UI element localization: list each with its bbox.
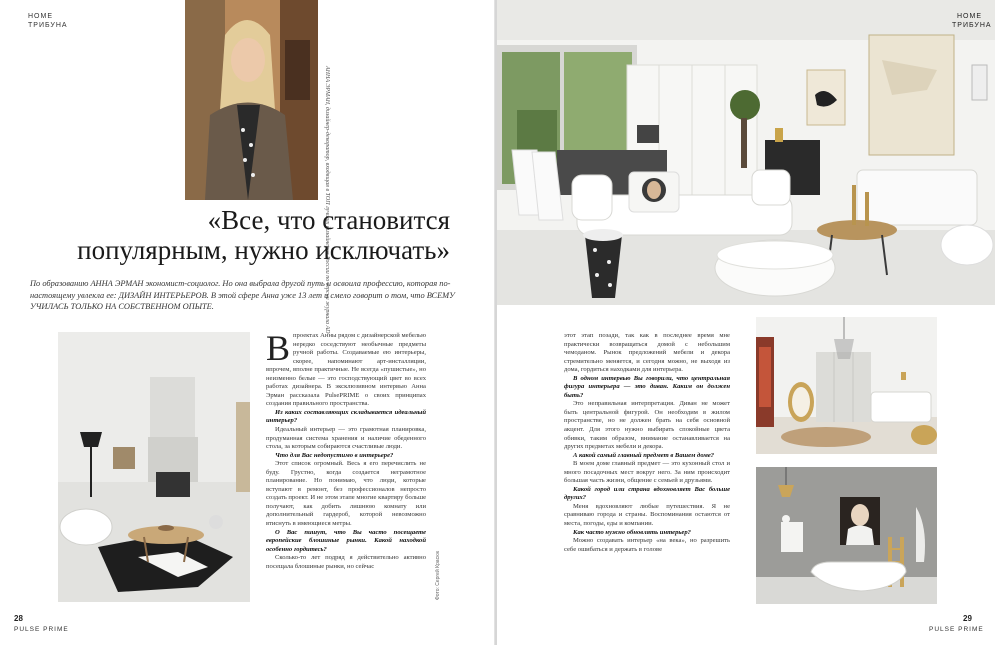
section-line1: HOME xyxy=(957,13,982,20)
paragraph: Можно создавать интерьер «на века», но разрешить себе ошибаться и держать в голове xyxy=(564,537,730,553)
question: Какой город или страна вдохновляет Вас больше других? xyxy=(564,485,730,502)
section-line2: ТРИБУНА xyxy=(952,22,992,29)
headline-line2: популярным, нужно исключать» xyxy=(77,235,450,265)
headline-line1: «Все, что становится xyxy=(207,205,450,235)
paragraph: В моем доме главный предмет — это кухонный стол и много посадочных мест вокруг него. За ним происходит большая часть жизни, общение с семьей и друзьями. xyxy=(564,460,730,485)
section-line1: HOME xyxy=(28,13,53,20)
left-page xyxy=(0,0,495,645)
question: А какой самый главный предмет в Вашем доме? xyxy=(573,451,715,459)
page-number: 29 xyxy=(963,614,972,623)
question: Что для Вас недопустимо в интерьере? xyxy=(275,451,394,459)
section-line2: ТРИБУНА xyxy=(28,22,68,29)
article-column-left xyxy=(266,328,426,571)
page-number: 28 xyxy=(14,614,23,623)
lead-paragraph: По образованию АННА ЭРМАН экономист-социолог. Но она выбрала другой путь и освоила профессию, которая по-настоящему увлекла ее: ДИЗАЙН ИНТЕРЬЕРОВ. В этой сфере Анна уже 13 лет и смело говорит о том, что ВСЕМУ УЧИЛАСЬ ТОЛЬКО НА СОБСТВЕННОМ ОПЫТЕ. xyxy=(30,279,455,311)
paragraph: этот этап позади, так как в последнее время мне практически возвращаться домой с небольшим чемоданом. Рынок предложений мебели и декора стремительно меняется, и сегодня можно, не выходя из дома, гордиться находками для интерьера. xyxy=(564,332,730,374)
magazine-name: PULSE PRIME xyxy=(14,626,69,633)
paragraph: Это неправильная интерпретация. Диван не может быть центральной фигурой. Он необходим в жилом пространстве, но не должен брать на себя основной акцент. Для этого нужно выбирать спокойные цвета обивки, таким образом, внимание останавливается на других предметах мебели и декора. xyxy=(564,400,730,451)
portrait-photo xyxy=(185,0,318,200)
bathroom-photo xyxy=(756,467,937,604)
living-room-photo xyxy=(58,332,250,602)
right-page xyxy=(497,0,995,645)
paragraph: проектах Анны рядом с дизайнерской мебелью нередко соседствуют необычные предметы ручной работы. Создаваемые ею интерьеры, скорее, напоминают арт-инсталляции, впрочем, вполне практичные. Не всегда «пушистые», но неизменно белые — это господствующий цвет во всех работах дизайнера. В эксклюзивном интервью Анна Эрман рассказала PulsePRIME о своих принципах создания правильного пространства. xyxy=(266,332,426,408)
magazine-name: PULSE PRIME xyxy=(929,626,984,633)
paragraph: Идеальный интерьер — это грамотная планировка, продуманная система хранения и наличие обеденного стола, за которым собираются счастливые люди. xyxy=(266,426,426,451)
article-column-right xyxy=(564,332,730,554)
headline xyxy=(30,205,450,265)
paragraph: Этот список огромный. Весь я его перечислить не буду. Грустно, когда создается неграмотное планирование. Но понимаю, что люди, которые вступают в ремонт, без профессионалов непросто создать проект. И не этом этапе многие квартиру больше получают, как добить лишнюю комнату или дополнительный гардероб, которой невозможно втиснуть в имеющиеся метры. xyxy=(266,460,426,528)
photo-credit: Фото: Сергей Красюк xyxy=(435,550,441,600)
paragraph: Сколько-то лет подряд я действительно активно посещала блошиные рынки, но сейчас xyxy=(266,554,426,570)
main-interior-photo xyxy=(497,0,995,305)
question: Из каких составляющих складывается идеальный интерьер? xyxy=(266,408,426,425)
question: О Вас пишут, что Вы часто посещаете европейские блошиные рынки. Какой находкой особенно гордитесь? xyxy=(266,528,426,553)
paragraph: Меня вдохновляют любые путешествия. Я не сравниваю города и страны. Воспоминания остаются от места, погоды, еды и компании. xyxy=(564,502,730,528)
section-label xyxy=(28,12,68,30)
portrait-caption: АННА ЭРМАН, дизайнер-декоратор, входящая в ТОП лучших дизайнеров России по версии журнала AD xyxy=(324,66,330,334)
section-label xyxy=(952,12,992,30)
bedroom-photo xyxy=(756,317,937,454)
drop-cap: В xyxy=(266,328,291,368)
question: В одном интервью Вы говорили, что центральная фигура интерьера — это диван. Каким он должен быть? xyxy=(564,374,730,399)
question: Как часто нужно обновлять интерьер? xyxy=(573,528,691,536)
